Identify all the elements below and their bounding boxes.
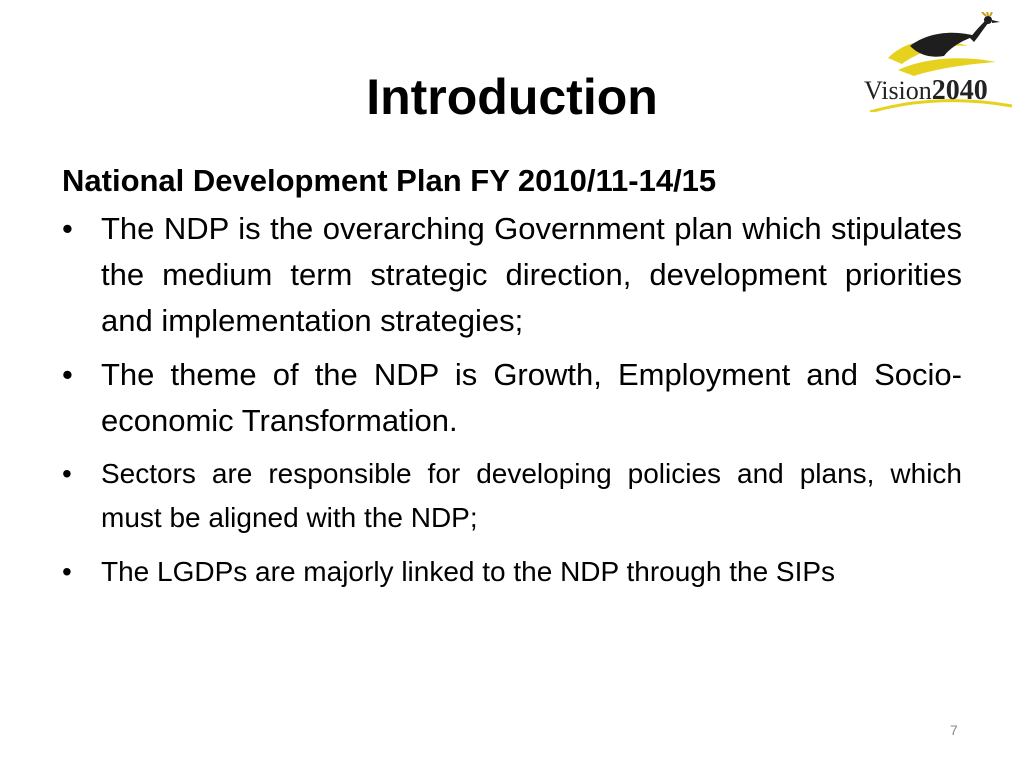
bullet-item [62, 452, 962, 540]
bullet-item [62, 206, 962, 344]
section-subheading: National Development Plan FY 2010/11-14/15 [62, 163, 717, 198]
bullet-text: The LGDPs are majorly linked to the NDP through the SIPs [101, 556, 836, 587]
bullet-icon: • [62, 458, 72, 489]
bullet-icon: • [62, 556, 72, 587]
logo-year-text: 2040 [931, 75, 988, 106]
bullet-list [62, 206, 962, 594]
slide-body [62, 160, 962, 604]
bullet-text: Sectors are responsible for developing policies and plans, which must be aligned with the NDP; [101, 458, 962, 533]
bullet-text: The NDP is the overarching Government plan which stipulates the medium term strategic direction, development priorities and implementation strategies; [101, 211, 962, 338]
bullet-item [62, 550, 962, 594]
bullet-icon: • [62, 357, 73, 392]
vision-2040-logo [858, 12, 1018, 112]
slide-title: Introduction [366, 69, 658, 125]
logo-wordmark [864, 76, 988, 106]
bullet-icon: • [62, 211, 73, 246]
page-number: 7 [950, 722, 958, 738]
bullet-item [62, 352, 962, 444]
logo-brand-text: Vision [864, 76, 932, 105]
bullet-text: The theme of the NDP is Growth, Employment and Socio-economic Transformation. [101, 357, 962, 438]
